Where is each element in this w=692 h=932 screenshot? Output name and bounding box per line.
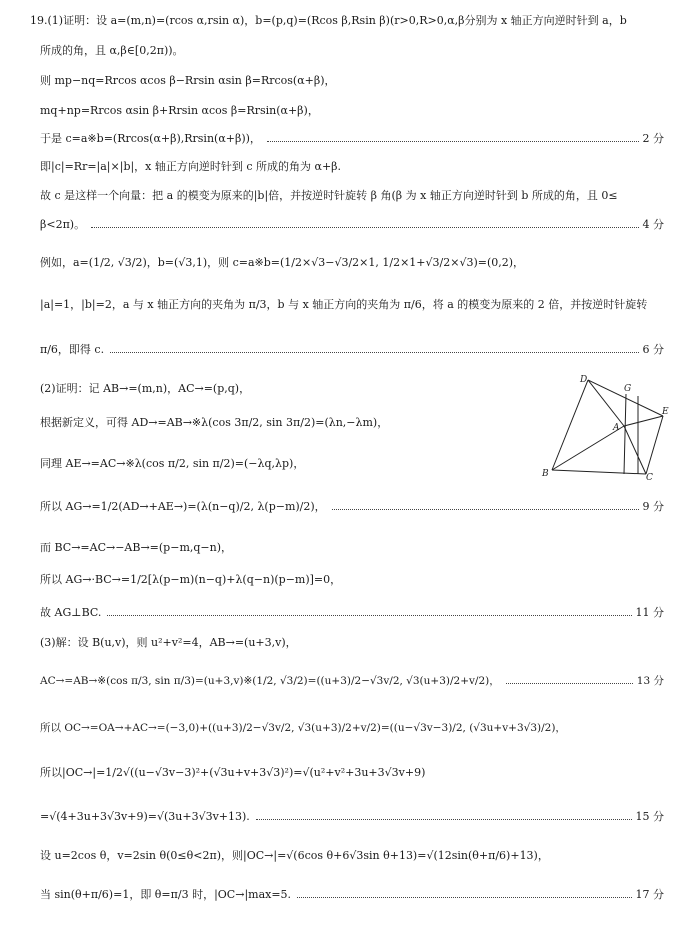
segment-DB	[552, 380, 588, 470]
line-10: π/6，即得 c. 6 分	[40, 343, 664, 356]
line-24: 当 sin(θ+π/6)=1，即 θ=π/3 时，|OC→|max=5. 17 分	[40, 888, 664, 901]
label-C: C	[646, 473, 653, 482]
line-18: (3)解：设 B(u,v)，则 u²+v²=4，AB→=(u+3,v)，	[40, 636, 297, 649]
line-21: 所以|OC→|=1/2√((u−√3v−3)²+(√3u+v+3√3)²)=√(u²+v²+3u+3√3v+9)	[40, 766, 426, 779]
line-16: 所以 AG→·BC→=1/2[λ(p−m)(n−q)+λ(q−n)(p−m)]=0，	[40, 573, 342, 586]
leader-dots	[506, 683, 633, 684]
score-label: 11 分	[635, 606, 664, 619]
line-23: 设 u=2cos θ，v=2sin θ(0≤θ<2π)，则|OC→|=√(6cos θ+6√3sin θ+13)=√(12sin(θ+π/6)+13)，	[40, 849, 549, 862]
leader-dots	[297, 897, 631, 898]
score-label: 9 分	[642, 500, 664, 513]
score-label: 4 分	[642, 218, 664, 231]
line-11: (2)证明：记 AB→=(m,n)，AC→=(p,q)，	[40, 382, 251, 395]
line-14: 所以 AG→=1/2(AD→+AE→)=(λ(n−q)/2, λ(p−m)/2)， 9 分	[40, 500, 664, 513]
segment-AC	[624, 426, 646, 474]
line-19: AC→=AB→※(cos π/3, sin π/3)=(u+3,v)※(1/2, √3/2)=((u+3)/2−√3v/2, √3(u+3)/2+v/2)， 13 分	[40, 675, 664, 687]
line-12: 根据新定义，可得 AD→=AB→※λ(cos 3π/2, sin 3π/2)=(λn,−λm)，	[40, 416, 389, 429]
line-1: 所成的角，且 α,β∈[0,2π))。	[40, 44, 184, 57]
line-15: 而 BC→=AC→−AB→=(p−m,q−n)，	[40, 541, 233, 554]
segment-GA	[624, 394, 626, 474]
line-22: =√(4+3u+3√3v+9)=√(3u+3√3v+13). 15 分	[40, 810, 664, 823]
line-7: β<2π)。 4 分	[40, 218, 664, 231]
label-A: A	[613, 423, 620, 433]
line-8: 例如，a=(1/2, √3/2)，b=(√3,1)，则 c=a※b=(1/2×√3−√3/2×1, 1/2×1+√3/2×√3)=(0,2)，	[40, 256, 525, 269]
score-label: 15 分	[635, 810, 664, 823]
line-6: 故 c 是这样一个向量：把 a 的模变为原来的|b|倍，并按逆时针旋转 β 角(β 为 x 轴正方向逆时针到 b 所成的角，且 0≤	[40, 189, 618, 202]
line-0: 19.(1)证明：设 a=(m,n)=(rcos α,rsin α)，b=(p,q)=(Rcos β,Rsin β)(r>0,R>0,α,β分别为 x 轴正方向逆时针到 a，b	[30, 14, 627, 27]
leader-dots	[110, 352, 638, 353]
line-13: 同理 AE→=AC→※λ(cos π/2, sin π/2)=(−λq,λp)，	[40, 457, 305, 470]
line-3: mq+np=Rrcos αsin β+Rrsin αcos β=Rrsin(α+β)，	[40, 104, 319, 117]
segment-DA	[588, 380, 624, 426]
segment-AE	[624, 416, 663, 426]
score-label: 2 分	[642, 132, 664, 145]
leader-dots	[107, 615, 631, 616]
segment-BC	[552, 470, 646, 474]
score-label: 6 分	[642, 343, 664, 356]
score-label: 17 分	[635, 888, 664, 901]
leader-dots	[91, 227, 638, 228]
leader-dots	[332, 509, 639, 510]
segment-EC	[646, 416, 663, 474]
label-D: D	[580, 375, 588, 385]
line-20: 所以 OC→=OA→+AC→=(−3,0)+((u+3)/2−√3v/2, √3(u+3)/2+v/2)=((u−√3v−3)/2, (√3u+v+3√3)/2)，	[40, 722, 566, 734]
leader-dots	[256, 819, 632, 820]
score-label: 13 分	[636, 675, 664, 687]
line-2: 则 mp−nq=Rrcos αcos β−Rrsin αsin β=Rrcos(α+β)，	[40, 74, 336, 87]
line-5: 即|c|=Rr=|a|×|b|，x 轴正方向逆时针到 c 所成的角为 α+β.	[40, 160, 342, 173]
line-17: 故 AG⊥BC. 11 分	[40, 606, 664, 619]
label-B: B	[542, 469, 549, 479]
line-9: |a|=1，|b|=2，a 与 x 轴正方向的夹角为 π/3，b 与 x 轴正方向的夹角为 π/6，将 a 的模变为原来的 2 倍，并按逆时针旋转	[40, 298, 648, 311]
label-E: E	[662, 407, 669, 417]
leader-dots	[267, 141, 639, 142]
geometry-figure	[538, 374, 670, 482]
label-G: G	[624, 384, 632, 394]
line-4: 于是 c=a※b=(Rrcos(α+β),Rrsin(α+β))， 2 分	[40, 132, 664, 145]
